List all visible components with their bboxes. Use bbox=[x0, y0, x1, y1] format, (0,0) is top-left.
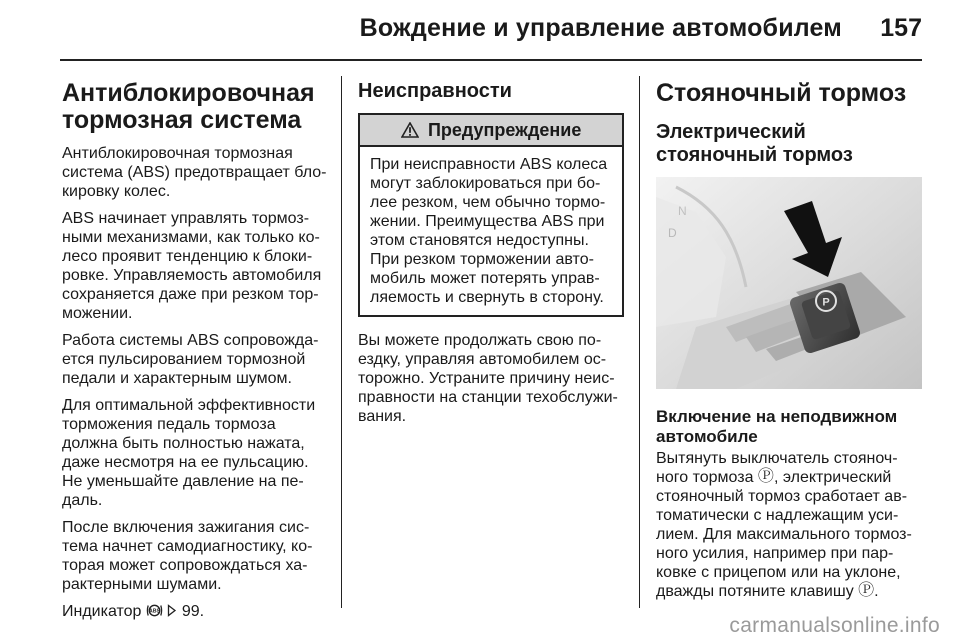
warning-box bbox=[358, 113, 624, 317]
column-divider-1 bbox=[341, 76, 342, 608]
indicator-label: Индикатор bbox=[62, 603, 142, 620]
paragraph: ABS начинает управлять тормоз-ными механизмами, как только ко-лесо проявит тенденцию к блоки-ровке. Управляемость автомобиля сохраняется даже при резком тор-можении. bbox=[62, 210, 322, 322]
running-title: Вождение и управление автомобилем bbox=[359, 14, 842, 42]
warning-text: При неисправности ABS колеса могут заблокироваться при бо-лее резком, чем обычно тормо-жении. Преимущества ABS при этом становятся недоступны. При резком торможении авто-мобиль может потерять управ-ляемость и свернуть в сторону. bbox=[370, 156, 608, 306]
paragraph: Вы можете продолжать свою по-ездку, управляя автомобилем ос-торожно. Устраните причину неис-правности на станции техобслужи-вания. bbox=[358, 332, 618, 425]
column-parking-brake bbox=[656, 80, 922, 609]
svg-text:N: N bbox=[678, 204, 687, 218]
indicator-line bbox=[62, 602, 328, 621]
warning-triangle-icon bbox=[401, 120, 424, 141]
parking-brake-symbol-icon: Ⓟ bbox=[757, 468, 774, 485]
parking-brake-symbol-icon: Ⓟ bbox=[858, 582, 875, 599]
paragraph: Антиблокировочная тормозная система (ABS) предотвращает бло-кировку колес. bbox=[62, 145, 327, 200]
section-heading-parking-brake: Стояночный тормоз bbox=[656, 79, 907, 107]
page-ref-arrow-icon bbox=[167, 603, 181, 620]
page-header bbox=[0, 0, 960, 56]
paragraph: Для оптимальной эффективности торможения педаль тормоза должна быть полностью нажата, даже несмотря на ее пульсацию. Не уменьшайте давление на пе-даль. bbox=[62, 397, 316, 509]
column-abs bbox=[62, 80, 328, 629]
header-divider bbox=[60, 59, 922, 61]
section-heading-faults: Неисправности bbox=[358, 80, 512, 102]
subheading-electric-parking-brake: Электрический стояночный тормоз bbox=[656, 121, 853, 166]
warning-title: Предупреждение bbox=[427, 120, 582, 140]
svg-text:ABS: ABS bbox=[148, 608, 160, 615]
page-number: 157 bbox=[880, 14, 922, 42]
warning-header bbox=[360, 115, 622, 147]
abs-warning-icon bbox=[146, 603, 167, 620]
paragraph: После включения зажигания сис-тема начнет самодиагностику, ко-торая может сопровождаться ха-рактерными шумами. bbox=[62, 519, 313, 593]
parking-brake-switch-illustration bbox=[656, 177, 922, 389]
warning-body bbox=[360, 147, 622, 315]
svg-text:P: P bbox=[822, 296, 830, 309]
column-divider-2 bbox=[639, 76, 640, 608]
watermark: carmanualsonline.info bbox=[729, 614, 940, 637]
subheading-engage-stationary: Включение на неподвижном автомобиле bbox=[656, 407, 898, 446]
paragraph: Работа системы ABS сопровожда-ется пульсированием тормозной педали и характерным шумом. bbox=[62, 332, 319, 387]
section-heading-abs: Антиблокировочная тормозная система bbox=[62, 79, 315, 134]
column-faults bbox=[358, 80, 624, 434]
parking-brake-instructions: Вытянуть выключатель стояноч-ного тормоза Ⓟ, электрический стояночный тормоз сработает ав-томатически с надлежащим уси-лием. Для максимального тормоз-ного усилия, например при пар-ковке с прицепом или на уклоне, дважды потяните клавишу Ⓟ. bbox=[656, 450, 912, 600]
svg-text:D: D bbox=[668, 226, 677, 240]
page-reference[interactable]: 99. bbox=[181, 603, 205, 620]
